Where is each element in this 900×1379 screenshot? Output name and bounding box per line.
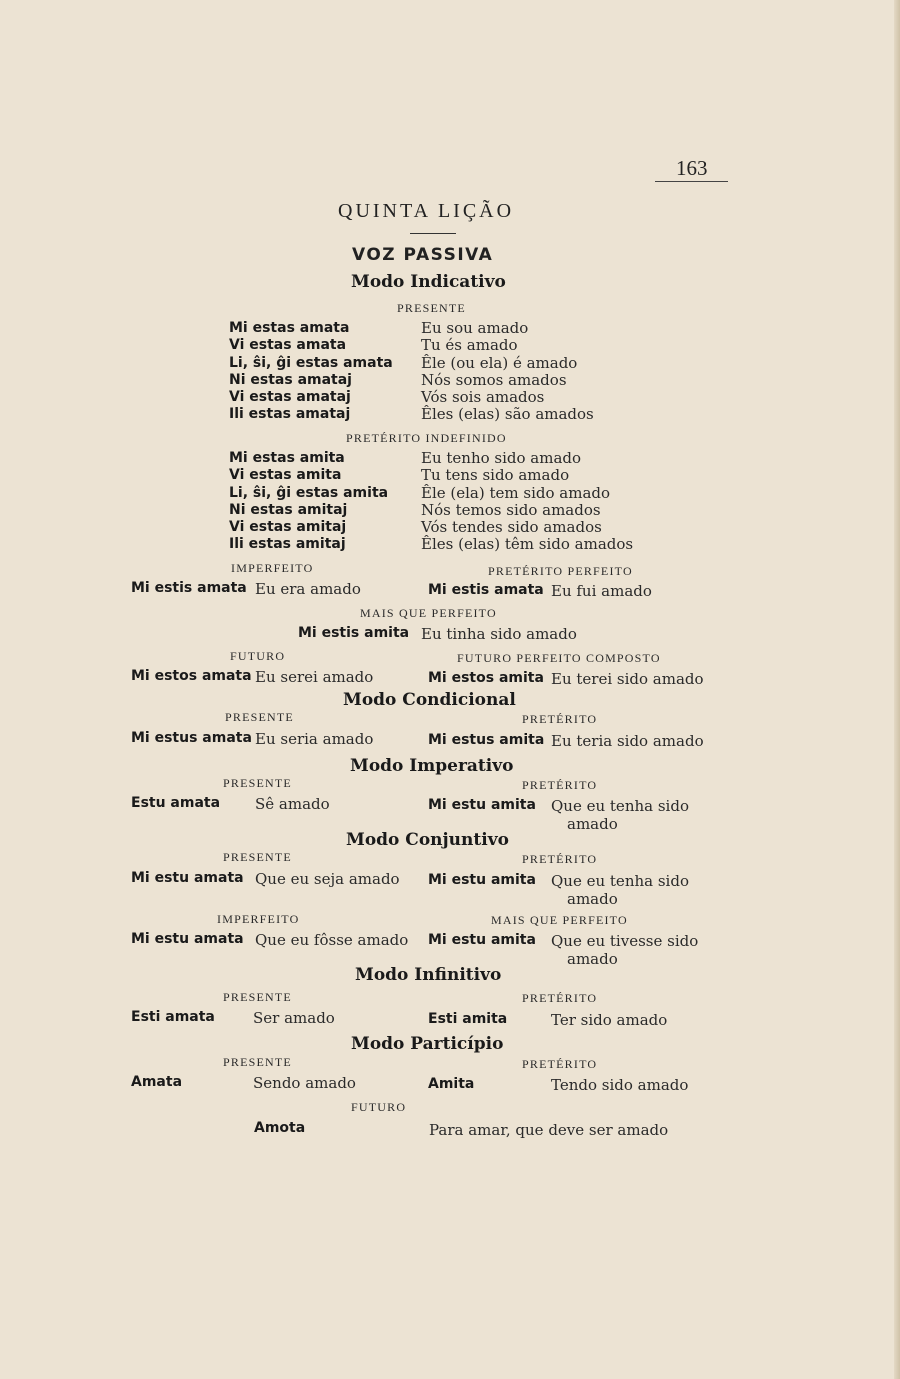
indicative-imperfeito-eo: Mi estis amata <box>131 580 247 596</box>
indicative-heading: Modo Indicativo <box>351 272 506 292</box>
indicative-indef-pt <box>421 450 633 554</box>
indicative-fpc-label: FUTURO PERFEITO COMPOSTO <box>457 651 661 665</box>
indicative-imperfeito-pt: Eu era amado <box>255 580 361 598</box>
participle-futuro-label: FUTURO <box>351 1100 407 1114</box>
conditional-presente-eo: Mi estus amata <box>131 730 252 746</box>
imperative-heading: Modo Imperativo <box>350 756 514 776</box>
indicative-fpc-pt: Eu terei sido amado <box>551 670 704 688</box>
subjunctive-presente-pt: Que eu seja amado <box>255 870 400 888</box>
conjugation-line: Li, ŝi, ĝi estas amita <box>229 484 389 501</box>
infinitive-heading: Modo Infinitivo <box>355 965 502 985</box>
subjunctive-mqp-pt-2: amado <box>567 950 618 968</box>
conjugation-line: Mi estas amata <box>229 320 350 336</box>
conditional-preterito-label: PRETÉRITO <box>522 712 598 726</box>
conjugation-line: Ni estas amataj <box>229 371 352 388</box>
translation-line: Vós tendes sido amados <box>421 518 602 537</box>
translation-line: Nós somos amados <box>421 370 567 389</box>
conditional-heading: Modo Condicional <box>343 690 516 710</box>
infinitive-preterito-label: PRETÉRITO <box>522 991 598 1005</box>
translation-line: Nós temos sido amados <box>421 500 601 519</box>
translation-line: Eu tenho sido amado <box>421 449 582 467</box>
conjugation-line: Ili estas amitaj <box>229 536 346 553</box>
page-edge <box>894 0 900 1379</box>
indicative-imperfeito-label: IMPERFEITO <box>231 561 314 575</box>
imperative-preterito-pt-1: Que eu tenha sido <box>551 797 689 815</box>
participle-presente-pt: Sendo amado <box>253 1074 356 1092</box>
subjunctive-heading: Modo Conjuntivo <box>346 830 509 850</box>
subjunctive-preterito-pt-1: Que eu tenha sido <box>551 872 689 890</box>
conditional-presente-label: PRESENTE <box>225 710 294 724</box>
conjugation-line: Ni estas amitaj <box>229 501 348 518</box>
page-number: 163 <box>676 156 708 180</box>
translation-line: Êle (ou ela) é amado <box>421 353 578 372</box>
imperative-preterito-pt-2: amado <box>567 815 618 833</box>
subjunctive-preterito-label: PRETÉRITO <box>522 852 598 866</box>
subjunctive-mqp-eo: Mi estu amita <box>428 932 536 948</box>
conjugation-line: Vi estas amitaj <box>229 519 347 536</box>
conjugation-line: Mi estas amita <box>229 450 345 466</box>
indicative-presente-label: PRESENTE <box>397 301 466 315</box>
conditional-presente-pt: Eu seria amado <box>255 730 374 748</box>
participle-preterito-pt: Tendo sido amado <box>551 1076 689 1094</box>
subjunctive-mqp-label: MAIS QUE PERFEITO <box>491 913 628 927</box>
subjunctive-preterito-eo: Mi estu amita <box>428 872 536 888</box>
infinitive-presente-pt: Ser amado <box>253 1009 335 1027</box>
indicative-mqp-label: MAIS QUE PERFEITO <box>360 606 497 620</box>
conditional-preterito-eo: Mi estus amita <box>428 732 545 748</box>
translation-line: Tu tens sido amado <box>421 466 570 485</box>
page-number-rule <box>655 181 728 182</box>
participle-presente-eo: Amata <box>131 1074 183 1090</box>
translation-line: Êles (elas) são amados <box>421 405 594 424</box>
infinitive-presente-eo: Esti amata <box>131 1009 215 1025</box>
participle-heading: Modo Particípio <box>351 1034 504 1054</box>
infinitive-preterito-eo: Esti amita <box>428 1011 508 1027</box>
subjunctive-imperfeito-pt: Que eu fôsse amado <box>255 931 409 949</box>
conjugation-line: Ili estas amataj <box>229 406 351 423</box>
conjugation-line: Li, ŝi, ĝi estas amata <box>229 354 393 371</box>
voice-heading: VOZ PASSIVA <box>352 245 494 265</box>
participle-preterito-label: PRETÉRITO <box>522 1057 598 1071</box>
participle-presente-label: PRESENTE <box>223 1055 292 1069</box>
subjunctive-mqp-pt-1: Que eu tivesse sido <box>551 932 699 950</box>
indicative-futuro-pt: Eu serei amado <box>255 668 374 686</box>
infinitive-preterito-pt: Ter sido amado <box>551 1011 668 1029</box>
indicative-mqp-pt: Eu tinha sido amado <box>421 625 577 643</box>
subjunctive-imperfeito-eo: Mi estu amata <box>131 931 244 947</box>
subjunctive-presente-eo: Mi estu amata <box>131 870 244 886</box>
indicative-futuro-label: FUTURO <box>230 649 286 663</box>
translation-line: Êles (elas) têm sido amados <box>421 535 634 554</box>
imperative-presente-eo: Estu amata <box>131 795 221 811</box>
indicative-indef-label: PRETÉRITO INDEFINIDO <box>346 431 507 445</box>
title-rule <box>410 233 456 234</box>
conjugation-line: Vi estas amita <box>229 467 342 484</box>
subjunctive-presente-label: PRESENTE <box>223 850 292 864</box>
indicative-perfeito-eo: Mi estis amata <box>428 582 544 598</box>
imperative-presente-label: PRESENTE <box>223 776 292 790</box>
participle-preterito-eo: Amita <box>428 1076 475 1092</box>
participle-futuro-pt: Para amar, que deve ser amado <box>429 1121 669 1139</box>
indicative-presente-pt <box>421 320 594 424</box>
imperative-preterito-eo: Mi estu amita <box>428 797 536 813</box>
translation-line: Tu és amado <box>421 336 518 355</box>
conjugation-line: Vi estas amataj <box>229 389 351 406</box>
conditional-preterito-pt: Eu teria sido amado <box>551 732 704 750</box>
indicative-presente-eo <box>229 320 393 424</box>
imperative-presente-pt: Sê amado <box>255 795 330 813</box>
indicative-perfeito-pt: Eu fui amado <box>551 582 652 600</box>
translation-line: Êle (ela) tem sido amado <box>421 483 611 502</box>
indicative-mqp-eo: Mi estis amita <box>298 625 410 641</box>
participle-futuro-eo: Amota <box>254 1120 306 1136</box>
infinitive-presente-label: PRESENTE <box>223 990 292 1004</box>
translation-line: Eu sou amado <box>421 319 529 337</box>
conjugation-line: Vi estas amata <box>229 337 347 354</box>
indicative-perfeito-label: PRETÉRITO PERFEITO <box>488 564 633 578</box>
indicative-futuro-eo: Mi estos amata <box>131 668 252 684</box>
imperative-preterito-label: PRETÉRITO <box>522 778 598 792</box>
subjunctive-preterito-pt-2: amado <box>567 890 618 908</box>
indicative-fpc-eo: Mi estos amita <box>428 670 544 686</box>
indicative-indef-eo <box>229 450 388 554</box>
translation-line: Vós sois amados <box>421 388 545 407</box>
subjunctive-imperfeito-label: IMPERFEITO <box>217 912 300 926</box>
lesson-title: QUINTA LIÇÃO <box>338 200 515 222</box>
